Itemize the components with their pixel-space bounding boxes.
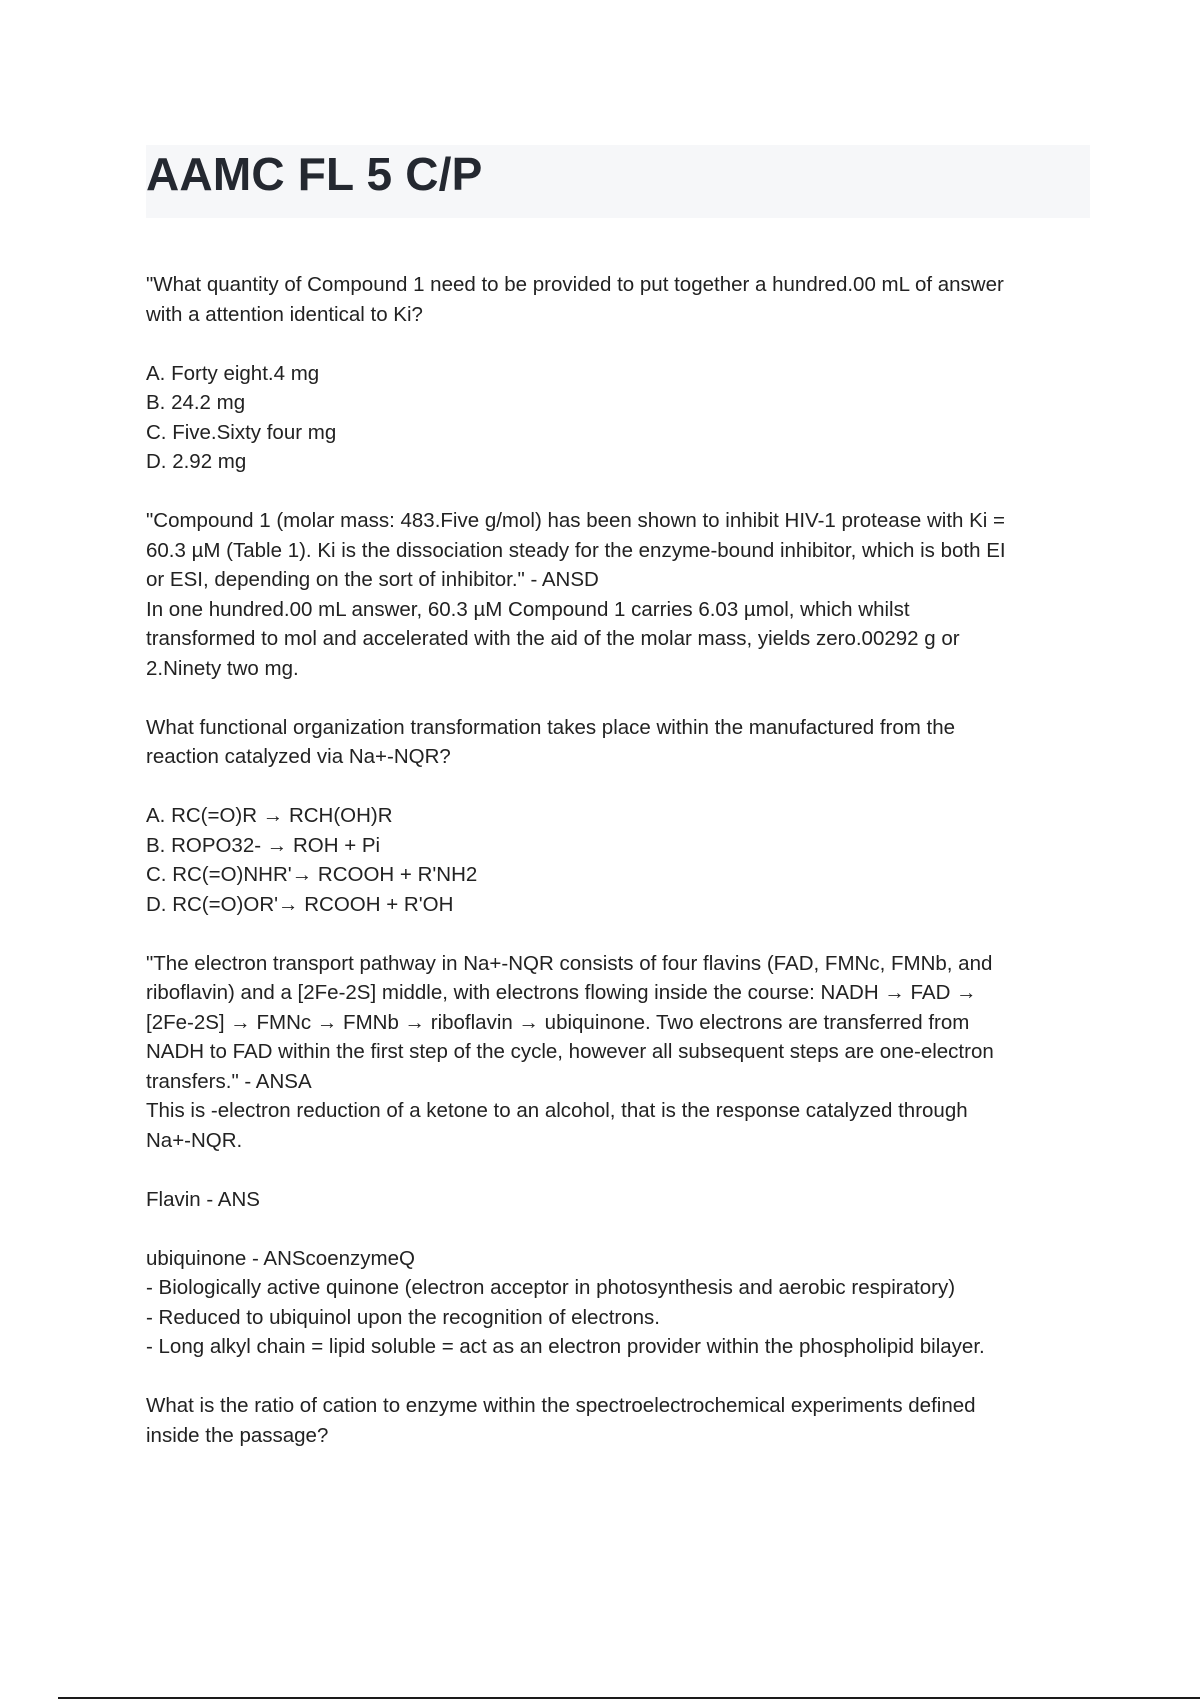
answer-line: transfers." - ANSA [146, 1069, 312, 1093]
flashcard-point: - Biologically active quinone (electron acceptor in photosynthesis and aerobic respiratory) [146, 1276, 956, 1299]
answer-line: NADH to FAD within the first step of the cycle, however all subsequent steps are one-electron [146, 1040, 994, 1063]
flashcard-ubiquinone-head: ubiquinone - ANScoenzymeQ [146, 1246, 415, 1270]
answer-line: riboflavin) and a [2Fe-2S] middle, with electrons flowing inside the course: NADH → FAD → [146, 981, 977, 1004]
option-a: A. RC(=O)R → RCH(OH)R [146, 804, 393, 827]
flashcard-point: - Long alkyl chain = lipid soluble = act as an electron provider within the phospholipid bilayer. [146, 1335, 985, 1358]
question-3-line-2: inside the passage? [146, 1423, 329, 1447]
explanation-line: This is -electron reduction of a ketone to an alcohol, that is the response catalyzed through [146, 1099, 968, 1122]
question-2-line-1: What functional organization transformation takes place within the manufactured from the [146, 715, 956, 739]
flashcard-ubiquinone [146, 1244, 1090, 1362]
flashcard-flavin [146, 1185, 1090, 1215]
option-c: C. RC(=O)NHR'→ RCOOH + R'NH2 [146, 863, 478, 886]
answer-line: [2Fe-2S] → FMNc → FMNb → riboflavin → ubiquinone. Two electrons are transferred from [146, 1010, 970, 1034]
question-1-line-2: with a attention identical to Ki? [146, 302, 423, 326]
footer-divider [58, 1697, 1200, 1699]
option-c: C. Five.Sixty four mg [146, 420, 337, 444]
question-1-line-1: "What quantity of Compound 1 need to be provided to put together a hundred.00 mL of answer [146, 273, 1004, 296]
question-2-options [146, 801, 1090, 919]
explanation-line: In one hundred.00 mL answer, 60.3 µM Compound 1 carries 6.03 µmol, which whilst [146, 597, 910, 621]
answer-line: "Compound 1 (molar mass: 483.Five g/mol) has been shown to inhibit HIV-1 protease with Ki = [146, 509, 1006, 532]
question-2-answer [146, 949, 1090, 1156]
flashcard-point: - Reduced to ubiquinol upon the recognition of electrons. [146, 1305, 660, 1329]
question-1 [146, 270, 1090, 329]
answer-line: or ESI, depending on the sort of inhibitor." - ANSD [146, 568, 599, 591]
page-title: AAMC FL 5 C/P [146, 148, 483, 200]
option-a: A. Forty eight.4 mg [146, 361, 320, 385]
answer-line: "The electron transport pathway in Na+-NQR consists of four flavins (FAD, FMNc, FMNb, and [146, 951, 993, 975]
explanation-line: 2.Ninety two mg. [146, 656, 299, 680]
option-d: D. RC(=O)OR'→ RCOOH + R'OH [146, 892, 454, 916]
option-b: B. 24.2 mg [146, 391, 246, 414]
question-2-line-2: reaction catalyzed via Na+-NQR? [146, 745, 451, 768]
flashcard-flavin-text: Flavin - ANS [146, 1187, 260, 1211]
explanation-line: Na+-NQR. [146, 1128, 243, 1152]
question-3 [146, 1391, 1090, 1450]
question-2 [146, 713, 1090, 772]
question-3-line-1: What is the ratio of cation to enzyme within the spectroelectrochemical experiments defined [146, 1394, 976, 1417]
question-1-options [146, 359, 1090, 477]
document-body [146, 270, 1090, 1450]
option-b: B. ROPO32- → ROH + Pi [146, 833, 381, 857]
explanation-line: transformed to mol and accelerated with the aid of the molar mass, yields zero.00292 g or [146, 627, 960, 650]
question-1-answer [146, 506, 1090, 683]
answer-line: 60.3 µM (Table 1). Ki is the dissociation steady for the enzyme-bound inhibitor, which is both EI [146, 538, 1006, 562]
option-d: D. 2.92 mg [146, 450, 247, 473]
